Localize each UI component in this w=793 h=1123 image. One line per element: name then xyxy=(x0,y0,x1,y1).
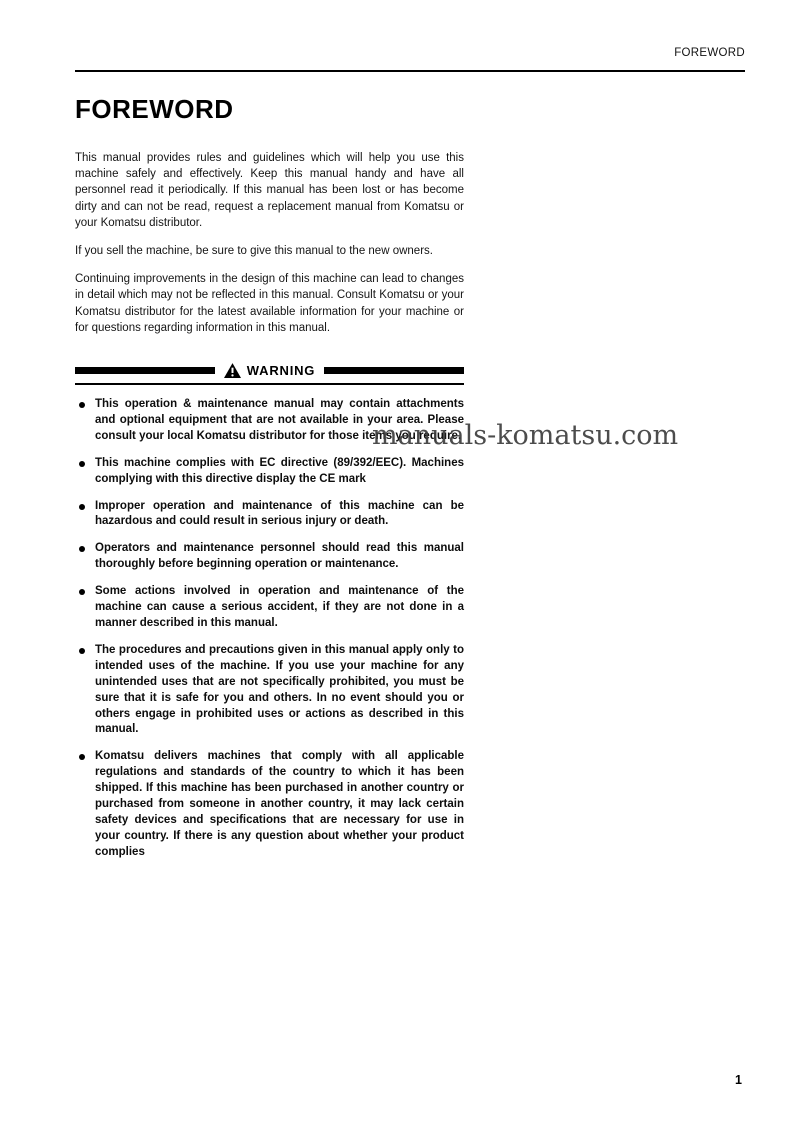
bullet-icon xyxy=(79,754,85,760)
warning-rule xyxy=(75,383,464,385)
warning-item-text: Operators and maintenance personnel should read this manual thoroughly before beginning operation or maintenance. xyxy=(95,542,464,571)
watermark: manuals-komatsu.com xyxy=(372,420,679,451)
intro-paragraph: This manual provides rules and guidelines which will help you use this machine safely and effectively. Keep this manual handy and have all personnel read it periodically. If this manual has been lost or has become dirty and can not be read, request a replacement manual from Komatsu or your Komatsu distributor. xyxy=(75,152,464,229)
warning-item xyxy=(75,584,464,632)
bullet-icon xyxy=(79,461,85,467)
bullet-icon xyxy=(79,648,85,654)
warning-item-text: This machine complies with EC directive (89/392/EEC). Machines complying with this directive display the CE mark xyxy=(95,456,464,485)
warning-item xyxy=(75,541,464,573)
warning-item xyxy=(75,749,464,860)
warning-item-text: Komatsu delivers machines that comply with all applicable regulations and standards of the country to which it has been shipped. If this machine has been purchased in another country or purchased from someone in another country, it may lack certain safety devices and specifications that are necessary for use in your country. If there is any question about whether your product complies xyxy=(95,750,464,858)
bullet-icon xyxy=(79,589,85,595)
header-rule xyxy=(75,70,745,72)
text-column xyxy=(75,150,464,872)
warning-item-text: Improper operation and maintenance of this machine can be hazardous and could result in serious injury or death. xyxy=(95,499,464,528)
page-title: FOREWORD xyxy=(75,94,234,124)
warning-badge xyxy=(215,363,324,378)
intro-paragraph: Continuing improvements in the design of this machine can lead to changes in detail which may not be reflected in this manual. Consult Komatsu or your Komatsu distributor for the latest available information for your machine or for questions regarding information in this manual. xyxy=(75,273,464,334)
intro-paragraph: If you sell the machine, be sure to give this manual to the new owners. xyxy=(75,245,433,258)
warning-label: WARNING xyxy=(246,363,316,379)
warning-item-text: The procedures and precautions given in this manual apply only to intended uses of the machine. If you use your machine for any unintended uses that are not specifically prohibited, you must be sure that it is safe for you and others. In no event should you or others engage in prohibited uses or actions as described in this manual. xyxy=(95,643,464,736)
warning-item xyxy=(75,456,464,488)
running-header: FOREWORD xyxy=(674,47,745,59)
bullet-icon xyxy=(79,504,85,510)
warning-list xyxy=(75,397,464,861)
warning-header xyxy=(75,363,464,378)
warning-bar-left xyxy=(75,367,215,374)
bullet-icon xyxy=(79,546,85,552)
warning-item-text: Some actions involved in operation and maintenance of the machine can cause a serious accident, if they are not done in a manner described in this manual. xyxy=(95,585,464,629)
warning-item-text: This operation & maintenance manual may contain attachments and optional equipment that are not available in your area. Please consult your local Komatsu distributor for those items you require. xyxy=(95,398,464,442)
page-number: 1 xyxy=(735,1073,742,1087)
warning-item xyxy=(75,499,464,531)
warning-item xyxy=(75,643,464,738)
bullet-icon xyxy=(79,402,85,408)
warning-bar-right xyxy=(324,367,464,374)
warning-triangle-icon xyxy=(224,363,241,378)
